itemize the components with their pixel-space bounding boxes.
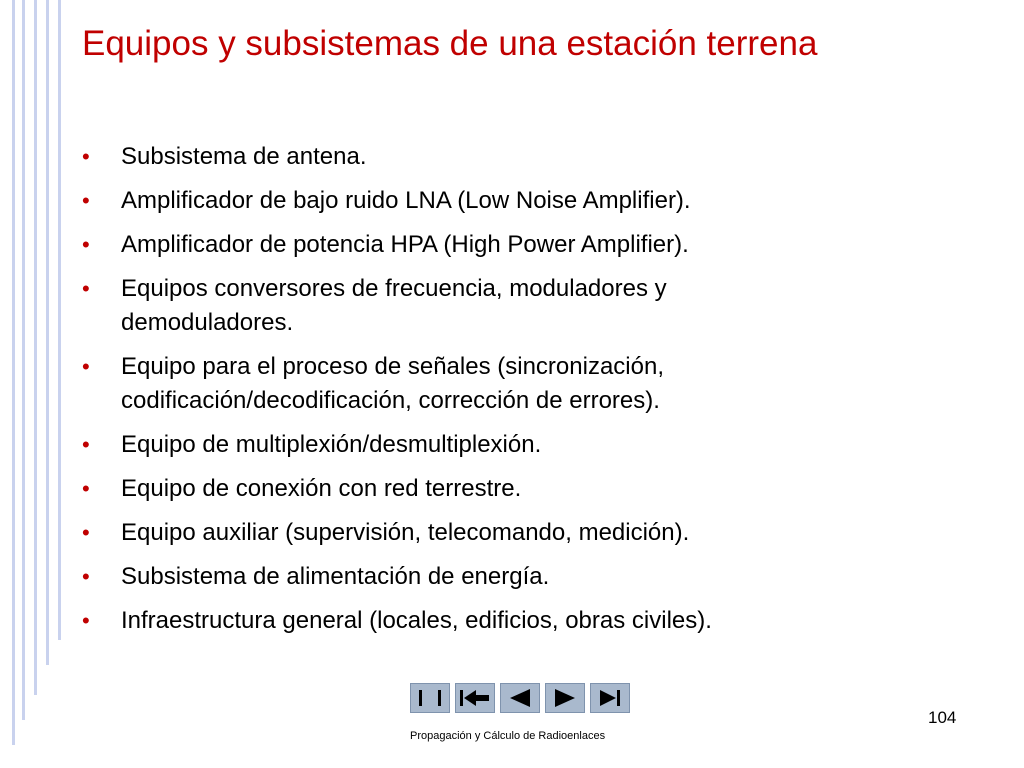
side-line: [58, 0, 61, 640]
bullet-marker: •: [82, 476, 90, 501]
bullet-list: [82, 140, 802, 648]
last-slide-button[interactable]: [590, 683, 630, 713]
bullet-marker: •: [82, 144, 90, 169]
next-slide-icon: [551, 688, 579, 708]
bullet-item: [82, 272, 802, 340]
bullet-item: [82, 184, 802, 218]
side-line: [22, 0, 25, 720]
side-line: [46, 0, 49, 665]
bullet-marker: •: [82, 188, 90, 213]
bullet-text: Infraestructura general (locales, edificios, obras civiles).: [121, 607, 712, 634]
bullet-text: Subsistema de alimentación de energía.: [121, 563, 550, 590]
bullet-item: [82, 472, 802, 506]
bullet-item: [82, 350, 802, 418]
bullet-text: Amplificador de potencia HPA (High Power Amplifier).: [121, 231, 689, 258]
bullet-marker: •: [82, 232, 90, 257]
bullet-text: Equipo para el proceso de señales (sincronización, codificación/decodificación, corrección de errores).: [121, 353, 664, 414]
bullet-item: [82, 604, 802, 638]
bullet-item: [82, 428, 802, 462]
bullet-item: [82, 516, 802, 550]
page-number: 104: [928, 708, 957, 727]
bullet-marker: •: [82, 564, 90, 589]
previous-slide-button[interactable]: [500, 683, 540, 713]
bullet-text: Equipo auxiliar (supervisión, telecomando, medición).: [121, 519, 690, 546]
next-slide-button[interactable]: [545, 683, 585, 713]
first-slide-button[interactable]: [410, 683, 450, 713]
decorative-side-lines: [0, 0, 70, 768]
first-slide-icon: [416, 688, 444, 708]
bullet-marker: •: [82, 432, 90, 457]
side-line: [12, 0, 15, 745]
bullet-item: [82, 140, 802, 174]
bullet-marker: •: [82, 520, 90, 545]
bullet-item: [82, 228, 802, 262]
bullet-marker: •: [82, 276, 90, 301]
footer-text: Propagación y Cálculo de Radioenlaces: [410, 730, 606, 742]
slide-title: Equipos y subsistemas de una estación terrena: [82, 24, 818, 63]
bullet-marker: •: [82, 354, 90, 379]
bullet-text: Subsistema de antena.: [121, 143, 367, 170]
bullet-item: [82, 560, 802, 594]
back-button[interactable]: [455, 683, 495, 713]
side-line: [34, 0, 37, 695]
bullet-text: Amplificador de bajo ruido LNA (Low Noise Amplifier).: [121, 187, 691, 214]
bullet-text: Equipo de conexión con red terrestre.: [121, 475, 522, 502]
bullet-text: Equipo de multiplexión/desmultiplexión.: [121, 431, 542, 458]
slide-navigation: [410, 683, 630, 713]
previous-slide-icon: [506, 688, 534, 708]
bullet-text: Equipos conversores de frecuencia, moduladores y demoduladores.: [121, 275, 667, 336]
last-slide-icon: [596, 688, 624, 708]
back-icon: [459, 688, 491, 708]
bullet-marker: •: [82, 608, 90, 633]
